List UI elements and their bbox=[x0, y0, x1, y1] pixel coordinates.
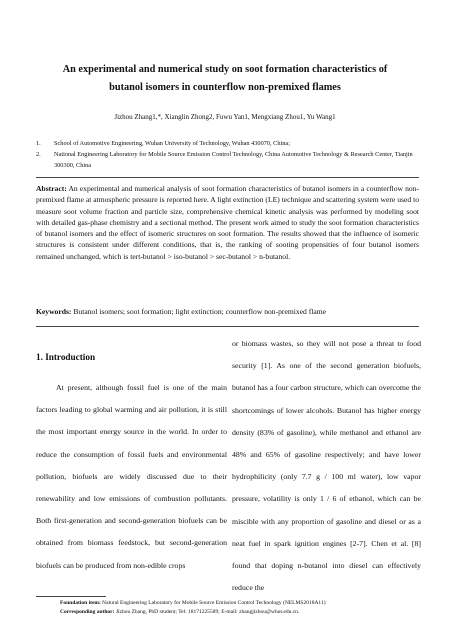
abstract-text: An experimental and numerical analysis of soot formation characteristics of butanol isomers in a counterflow non-premixed flame at atmospheric pressure is reported here. A light extinction (LE) technique and scattering system were used to measure soot volume fraction and particle size, comprehensive chemical kinetic analysis was performed by modeling soot with detailed gas-phase chemistry and a sectional method. The present work aimed to study the soot formation characteristics of butanol isomers and the effect of isomeric structures on soot formation. The results showed that the influence of isomeric structures is consistent under different conditions, that is, the ranking of sooting propensities of four butanol isomers remained unchanged, which is tert-butanol > iso-butanol > sec-butanol > n-butanol. bbox=[36, 184, 419, 261]
header-divider bbox=[36, 177, 419, 178]
author-list: Jizhou Zhang1,*, Xianglin Zhong2, Fuwu Yan1, Mengxiang Zhou1, Yu Wang1 bbox=[114, 113, 336, 121]
affiliation-2 bbox=[36, 149, 422, 171]
abstract-label: Abstract: bbox=[36, 184, 67, 193]
intro-left-column: At present, although fossil fuel is one of the main factors leading to global warming and air pollution, it is still the most important energy source in the world. In order to reduce the consumption of fossil fuels and environmental pollution, biofuels are widely discussed due to their renewability and low emissions of combustion pollutants. Both first-generation and second-generation biofuels can be obtained from biomass feedstock, but second-generation biofuels can be produced from non-edible crops bbox=[36, 383, 227, 570]
footnote-corresponding-author bbox=[60, 608, 420, 617]
paper-title-line-1: An experimental and numerical study on soot formation characteristics of bbox=[62, 64, 388, 75]
affiliation-1 bbox=[36, 138, 422, 149]
keywords-label: Keywords: bbox=[36, 307, 72, 316]
keywords bbox=[36, 306, 419, 317]
affiliation-number: 2. bbox=[36, 151, 41, 158]
footnote-author-text: Jizhou Zhang, PhD student; Tel: 18171225589; E-mail: zhangjizhou@whut.edu.cn. bbox=[115, 609, 300, 615]
affiliations bbox=[36, 138, 422, 171]
keywords-text: Butanol isomers; soot formation; light extinction; counterflow non-premixed flame bbox=[73, 307, 326, 316]
footnote-author-label: Corresponding author: bbox=[60, 609, 115, 615]
affiliation-text: National Engineering Laboratory for Mobile Source Emission Control Technology, China Automotive Technology & Research Center, Tianjin 300300, China bbox=[54, 151, 413, 169]
footnote-foundation bbox=[60, 599, 420, 608]
footnote-foundation-text: Natural Engineering Laboratory for Mobile Source Emission Control Technology (NELMS2018A11) bbox=[102, 600, 326, 606]
intro-right-column: or biomass wastes, so they will not pose a threat to food security [1]. As one of the second generation biofuels, butanol has a four carbon structure, which can overcome the shortcomings of lower alcohols. Butanol has higher energy density (83% of gasoline), while methanol and ethanol are 48% and 65% of gasoline respectively; and have lower hydrophilicity (only 7.7 g / 100 ml water), low vapor pressure, volatility is only 1 / 6 of ethanol, which can be miscible with any proportion of gasoline and diesel or as a neat fuel in spark ignition engines [2-7]. Chen et al. [8] found that doping n-butanol into diesel can effectively reduce the bbox=[232, 339, 421, 593]
keywords-divider bbox=[36, 326, 419, 327]
affiliation-number: 1. bbox=[36, 140, 41, 147]
affiliation-text: School of Automotive Engineering, Wuhan University of Technology, Wuhan 430070, China; bbox=[54, 140, 290, 147]
section-heading-introduction: 1. Introduction bbox=[36, 352, 96, 362]
footnotes bbox=[60, 599, 420, 617]
footnote-foundation-label: Foundation item: bbox=[60, 600, 101, 606]
footnote-divider bbox=[36, 596, 106, 597]
abstract bbox=[36, 183, 419, 262]
paper-title-line-2: butanol isomers in counterflow non-premixed flames bbox=[109, 82, 341, 93]
